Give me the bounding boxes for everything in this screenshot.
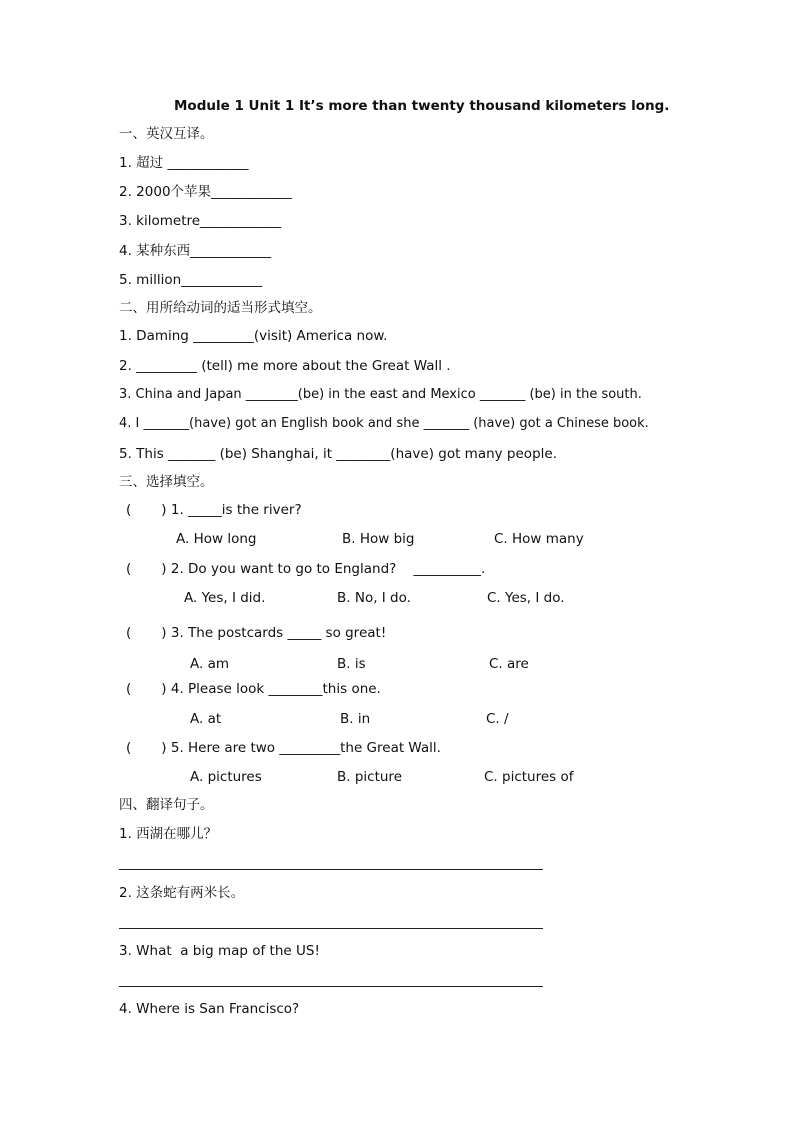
mc-q3-option-a: A. am [190, 656, 230, 672]
s2-item-2: 2. _________ (tell) me more about the Great Wall . [119, 358, 451, 374]
mc-q1-option-c: C. How many [494, 531, 584, 547]
mc-q2-option-c: C. Yes, I do. [487, 590, 565, 606]
answer-line-1 [119, 868, 543, 870]
s2-item-4: 4. I _______(have) got an English book and she _______ (have) got a Chinese book. [119, 416, 649, 431]
mc-question-5: ( ) 5. Here are two _________the Great Wall. [126, 740, 441, 756]
s1-item-2: 2. 2000个苹果____________ [119, 184, 293, 200]
worksheet-title: Module 1 Unit 1 It’s more than twenty thousand kilometers long. [174, 98, 670, 114]
mc-q5-option-b: B. picture [337, 769, 402, 785]
mc-q4-option-a: A. at [190, 711, 222, 727]
mc-q3-option-b: B. is [337, 656, 366, 672]
s4-item-3: 3. What a big map of the US! [119, 943, 320, 959]
mc-q5-option-a: A. pictures [190, 769, 262, 785]
s4-item-1: 1. 西湖在哪儿？ [119, 826, 218, 842]
mc-q1-option-a: A. How long [176, 531, 257, 547]
s2-item-5: 5. This _______ (be) Shanghai, it ________(have) got many people. [119, 446, 557, 462]
mc-question-1: ( ) 1. _____is the river? [126, 502, 302, 518]
s1-item-1: 1. 超过 ____________ [119, 155, 249, 171]
answer-line-2 [119, 927, 543, 929]
answer-line-3 [119, 985, 543, 987]
mc-question-3: ( ) 3. The postcards _____ so great! [126, 625, 387, 641]
section-1-heading: 一、英汉互译。 [119, 126, 214, 142]
s1-item-3: 3. kilometre____________ [119, 213, 282, 229]
section-2-heading: 二、用所给动词的适当形式填空。 [119, 300, 322, 316]
mc-q4-option-b: B. in [340, 711, 371, 727]
s4-item-2: 2. 这条蛇有两米长。 [119, 885, 245, 901]
mc-question-4: ( ) 4. Please look ________this one. [126, 681, 381, 697]
s2-item-1: 1. Daming _________(visit) America now. [119, 328, 388, 344]
section-3-heading: 三、选择填空。 [119, 474, 214, 490]
mc-q5-option-c: C. pictures of [484, 769, 574, 785]
s1-item-4: 4. 某种东西____________ [119, 243, 272, 259]
s2-item-3: 3. China and Japan ________(be) in the east and Mexico _______ (be) in the south. [119, 387, 642, 402]
mc-q2-option-b: B. No, I do. [337, 590, 411, 606]
mc-q3-option-c: C. are [489, 656, 529, 672]
mc-question-2: ( ) 2. Do you want to go to England? __________. [126, 561, 486, 577]
section-4-heading: 四、翻译句子。 [119, 797, 214, 813]
s1-item-5: 5. million____________ [119, 272, 263, 288]
mc-q1-option-b: B. How big [342, 531, 415, 547]
mc-q4-option-c: C. / [486, 711, 509, 727]
s4-item-4: 4. Where is San Francisco? [119, 1001, 300, 1017]
mc-q2-option-a: A. Yes, I did. [184, 590, 266, 606]
